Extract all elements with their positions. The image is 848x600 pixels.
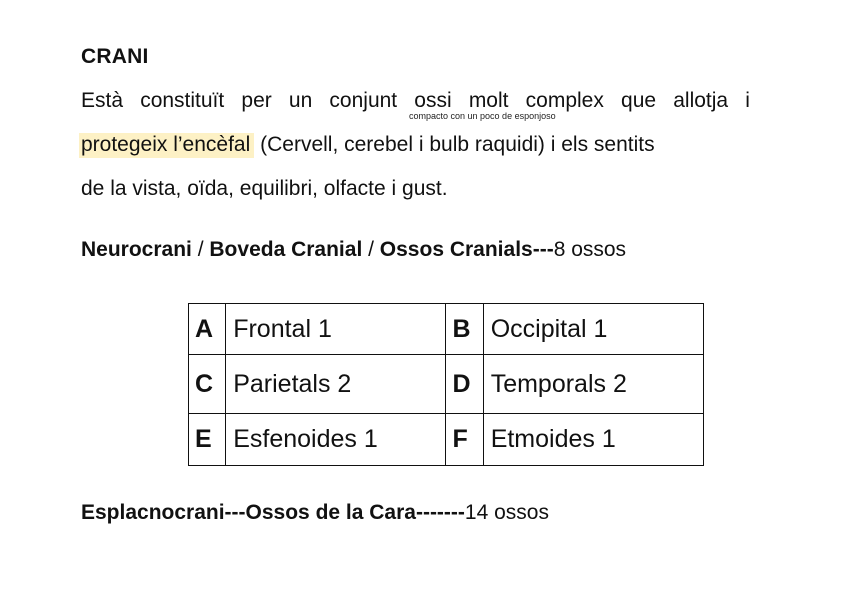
word: allotja <box>673 89 729 112</box>
paragraph-text: (Cervell, cerebel i bulb raquidi) i els sentits <box>254 133 655 156</box>
table-cell-letter: F <box>446 414 483 466</box>
table-cell-letter: A <box>189 304 226 355</box>
word: un <box>288 89 313 112</box>
word: molt <box>468 89 509 112</box>
table-row <box>189 414 704 466</box>
bone-count: 14 ossos <box>464 501 549 524</box>
section-heading: CRANI <box>81 45 149 68</box>
word: complex <box>525 89 604 112</box>
paragraph-line-3: de la vista, oïda, equilibri, olfacte i gust. <box>81 177 448 200</box>
table-cell-letter: B <box>446 304 483 355</box>
separator: / <box>362 238 380 261</box>
esplacnocrani-heading <box>81 501 549 525</box>
word: constituït <box>140 89 225 112</box>
word: per <box>241 89 272 112</box>
table-cell-letter: D <box>446 355 483 414</box>
table-cell-bone: Esfenoides 1 <box>226 414 446 466</box>
table-row <box>189 355 704 414</box>
table-cell-bone: Temporals 2 <box>483 355 703 414</box>
table-cell-letter: C <box>189 355 226 414</box>
table-cell-letter: E <box>189 414 226 466</box>
table-cell-bone: Etmoides 1 <box>483 414 703 466</box>
table-cell-bone: Frontal 1 <box>226 304 446 355</box>
table-cell-bone: Occipital 1 <box>483 304 703 355</box>
word: que <box>621 89 657 112</box>
boveda-cranial-title: Boveda Cranial <box>209 238 363 261</box>
table-row <box>189 304 704 355</box>
neurocrani-title: Neurocrani <box>81 238 192 261</box>
word: conjunt <box>329 89 398 112</box>
cranial-bones-table <box>188 303 704 466</box>
separator: / <box>191 238 210 261</box>
esplacnocrani-title: Esplacnocrani---Ossos de la Cara------- <box>81 501 465 524</box>
table-cell-bone: Parietals 2 <box>226 355 446 414</box>
word: Està <box>81 89 124 112</box>
bone-count: 8 ossos <box>553 238 627 261</box>
word: ossi <box>414 89 452 112</box>
word: i <box>745 89 750 112</box>
neurocrani-heading <box>81 238 626 262</box>
ossos-cranials-title: Ossos Cranials--- <box>379 238 554 261</box>
highlighted-text[interactable]: protegeix l’encèfal <box>79 133 254 158</box>
paragraph-line-2 <box>81 132 655 158</box>
handwritten-annotation: compacto con un poco de esponjoso <box>409 111 556 121</box>
